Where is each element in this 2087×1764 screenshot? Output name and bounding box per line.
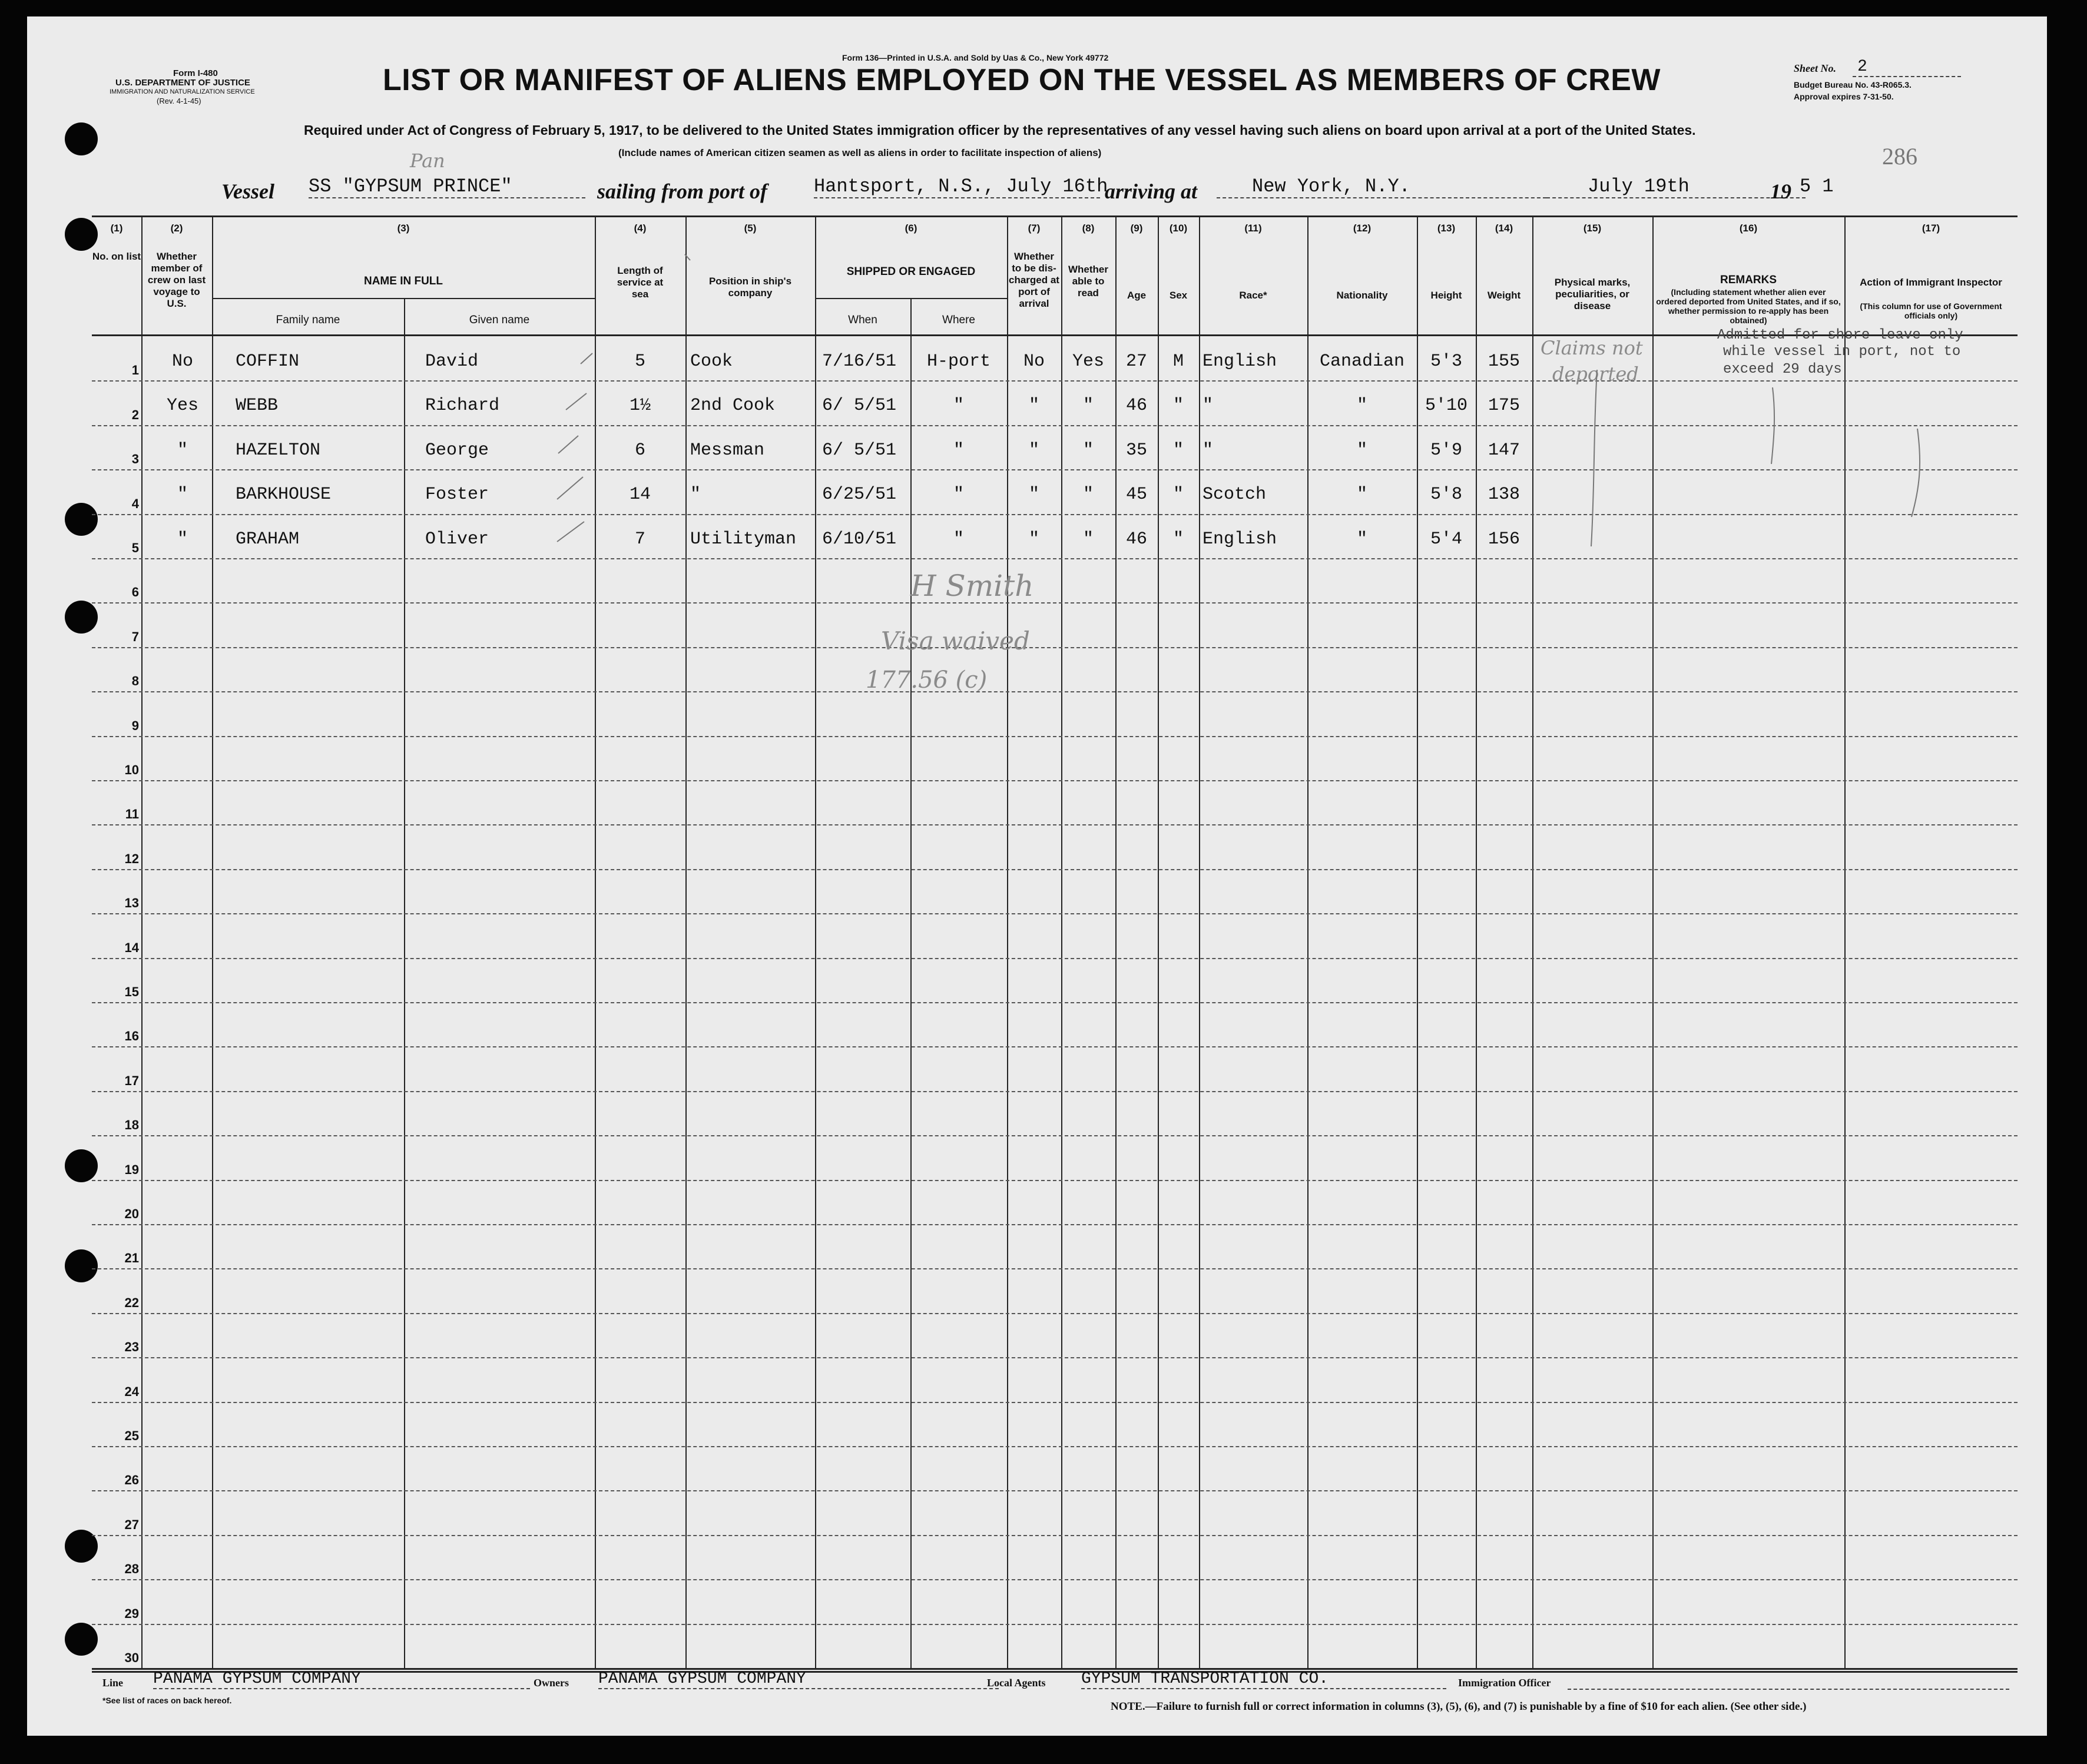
subheader-where: Where: [942, 314, 975, 326]
crew-position-cell: Cook: [690, 352, 733, 372]
pencil-line: [1912, 429, 1920, 517]
year-suffix: 5 1: [1800, 175, 1834, 197]
col-num: (7): [1028, 223, 1041, 234]
crew-given-cell: Richard: [425, 396, 500, 416]
crew-discharge-cell: ": [1028, 529, 1039, 549]
row-number: 20: [124, 1206, 139, 1221]
row-number: 23: [124, 1339, 139, 1355]
row-number: 14: [124, 940, 139, 955]
crew-prev-cell: ": [177, 529, 188, 549]
crew-position-cell: Messman: [690, 440, 765, 460]
crew-when-cell: 7/16/51: [822, 352, 897, 372]
crew-when-cell: 6/25/51: [822, 485, 897, 505]
crew-discharge-cell: ": [1028, 485, 1039, 505]
crew-race-cell: ": [1202, 440, 1214, 460]
crew-race-cell: English: [1202, 529, 1277, 549]
crew-weight-cell: 155: [1488, 352, 1520, 372]
row-number: 9: [131, 718, 139, 733]
row-number: 27: [124, 1517, 139, 1532]
col-header-nationality: Nationality: [1336, 290, 1388, 301]
row-number: 30: [124, 1650, 139, 1665]
officer-signature-field: [1568, 1670, 2009, 1690]
crew-discharge-cell: ": [1028, 440, 1039, 460]
crew-position-cell: 2nd Cook: [690, 396, 776, 416]
crew-height-cell: 5'10: [1425, 396, 1467, 416]
arrival-date: July 19th: [1546, 175, 1806, 198]
col-num: (8): [1082, 223, 1095, 234]
row-number: 25: [124, 1428, 139, 1443]
crew-nationality-cell: ": [1356, 529, 1367, 549]
subheader-remarks-note: (Including statement whether alien ever ordered deported from United States, and if so, whether permission to re-apply has been obtained): [1656, 287, 1841, 325]
row-number: 13: [124, 896, 139, 911]
races-footnote: *See list of races on back hereof.: [102, 1696, 232, 1705]
sailing-from: Hantsport, N.S., July 16th: [814, 175, 1108, 197]
crew-prev-cell: Yes: [166, 396, 198, 416]
col-num: (1): [110, 223, 123, 234]
crew-sex-cell: M: [1172, 352, 1184, 372]
check-mark: [566, 393, 587, 410]
check-mark: [558, 436, 578, 453]
col-num: (12): [1353, 223, 1372, 234]
subtitle-note: (Include names of American citizen seamen as well as aliens in order to facilitate inspection of aliens): [618, 147, 1102, 158]
crew-given-cell: George: [425, 440, 489, 460]
handwritten-marks-note: deported: [1552, 363, 1639, 385]
officer-label: Immigration Officer: [1458, 1677, 1551, 1689]
crew-read-cell: ": [1082, 440, 1094, 460]
line-value: PANAMA GYPSUM COMPANY: [153, 1670, 530, 1689]
col-header-position: Position in ship's company: [708, 276, 792, 299]
pencil-line: [1771, 387, 1774, 464]
row-number: 15: [124, 984, 139, 999]
agents-label: Local Agents: [987, 1677, 1046, 1689]
crew-discharge-cell: ": [1028, 396, 1039, 416]
pencil-tick: [685, 254, 690, 260]
crew-family-cell: GRAHAM: [236, 529, 300, 549]
col-header-height: Height: [1430, 290, 1462, 301]
remarks-text-line: while vessel in port, not to: [1723, 344, 1961, 360]
crew-service-cell: 6: [634, 440, 645, 460]
crew-age-cell: 27: [1125, 352, 1147, 372]
crew-prev-cell: ": [177, 485, 188, 505]
check-mark: [557, 477, 583, 499]
col-num: (16): [1739, 223, 1758, 234]
crew-height-cell: 5'8: [1430, 485, 1462, 505]
crew-family-cell: HAZELTON: [236, 440, 321, 460]
row-number: 2: [131, 407, 139, 422]
col-num: (9): [1130, 223, 1143, 234]
row-number: 3: [131, 452, 139, 467]
col-num: (17): [1922, 223, 1940, 234]
crew-prev-cell: ": [177, 440, 188, 460]
crew-race-cell: English: [1202, 352, 1277, 372]
crew-read-cell: ": [1082, 485, 1094, 505]
page-title: LIST OR MANIFEST OF ALIENS EMPLOYED ON THE VESSEL AS MEMBERS OF CREW: [383, 63, 1661, 97]
crew-race-cell: ": [1202, 396, 1214, 416]
col-header-shipped: SHIPPED OR ENGAGED: [846, 266, 976, 278]
crew-when-cell: 6/10/51: [822, 529, 897, 549]
remarks-text-line: Admitted for shore leave only: [1717, 327, 1963, 343]
row-number: 5: [131, 541, 139, 555]
crew-when-cell: 6/ 5/51: [822, 440, 897, 460]
row-number: 18: [124, 1118, 139, 1133]
crew-where-cell: ": [953, 440, 964, 460]
handwritten-note: 177.56 (c): [866, 667, 988, 694]
form-number: Form I-480: [173, 68, 218, 78]
row-number: 17: [124, 1073, 139, 1088]
row-number: 24: [124, 1384, 139, 1399]
crew-height-cell: 5'9: [1430, 440, 1462, 460]
crew-given-cell: Foster: [425, 485, 489, 505]
crew-age-cell: 46: [1125, 396, 1147, 416]
crew-family-cell: BARKHOUSE: [236, 485, 332, 505]
sheet-label: Sheet No.: [1794, 62, 1836, 74]
agents-value: GYPSUM TRANSPORTATION CO.: [1081, 1670, 1446, 1689]
col-header-read: Whether able to read: [1068, 264, 1108, 299]
revision: (Rev. 4-1-45): [157, 97, 201, 105]
col-header-action: Action of Immigrant Inspector: [1860, 277, 2002, 288]
col-num: (2): [170, 223, 183, 234]
col-num: (15): [1583, 223, 1602, 234]
col-header-name: NAME IN FULL: [363, 275, 443, 287]
crew-weight-cell: 175: [1488, 396, 1520, 416]
col-num: (6): [905, 223, 917, 234]
crew-when-cell: 6/ 5/51: [822, 396, 897, 416]
crew-nationality-cell: ": [1356, 440, 1367, 460]
crew-age-cell: 46: [1125, 529, 1147, 549]
crew-where-cell: H-port: [926, 352, 991, 372]
sailing-label: sailing from port of: [597, 180, 768, 203]
crew-race-cell: Scotch: [1202, 485, 1267, 505]
col-header-weight: Weight: [1487, 290, 1521, 301]
row-number: 22: [124, 1295, 139, 1310]
budget-number: Budget Bureau No. 43-R065.3.: [1794, 80, 1912, 89]
crew-height-cell: 5'3: [1430, 352, 1462, 372]
row-number: 1: [131, 363, 139, 378]
col-num: (3): [397, 223, 410, 234]
crew-read-cell: ": [1082, 396, 1094, 416]
col-header-race: Race*: [1239, 290, 1267, 301]
crew-where-cell: ": [953, 529, 964, 549]
department: U.S. DEPARTMENT OF JUSTICE: [115, 78, 250, 88]
row-number: 4: [131, 496, 139, 511]
crew-given-cell: Oliver: [425, 529, 489, 549]
crew-nationality-cell: ": [1356, 396, 1367, 416]
row-number: 7: [131, 629, 139, 644]
row-number: 29: [124, 1606, 139, 1621]
crew-service-cell: 7: [634, 529, 645, 549]
crew-where-cell: ": [953, 396, 964, 416]
crew-service-cell: 1½: [629, 396, 651, 416]
crew-read-cell: Yes: [1072, 352, 1104, 372]
vessel-name: SS "GYPSUM PRINCE": [309, 175, 585, 198]
subheader-action-note: (This column for use of Government officials only): [1860, 301, 2002, 320]
sheet-number: 2: [1853, 58, 1961, 77]
crew-nationality-cell: Canadian: [1319, 352, 1405, 372]
crew-discharge-cell: No: [1023, 352, 1045, 372]
row-number: 26: [124, 1473, 139, 1488]
owners-label: Owners: [534, 1677, 569, 1689]
col-num: (14): [1495, 223, 1513, 234]
check-mark: [557, 522, 584, 542]
handwritten-signature: H Smith: [910, 569, 1034, 603]
crew-age-cell: 45: [1125, 485, 1147, 505]
arriving-at: New York, N.Y.: [1217, 175, 1546, 198]
row-number: 6: [131, 585, 139, 600]
col-header-remarks: REMARKS: [1720, 274, 1777, 286]
col-header-discharge: Whether to be dis-charged at port of arrival: [1009, 251, 1059, 309]
subheader-when: When: [848, 314, 877, 326]
manifest-sheet: [27, 16, 2047, 1736]
row-number: 19: [124, 1162, 139, 1177]
col-num: (13): [1437, 223, 1456, 234]
service-name: IMMIGRATION AND NATURALIZATION SERVICE: [110, 88, 255, 95]
arriving-label: arriving at: [1105, 180, 1198, 203]
crew-nationality-cell: ": [1356, 485, 1367, 505]
crew-weight-cell: 156: [1488, 529, 1520, 549]
col-num: (5): [744, 223, 757, 234]
row-number: 10: [124, 762, 139, 777]
col-num: (4): [634, 223, 647, 234]
col-header-physical-marks: Physical marks, peculiarities, or disease: [1554, 277, 1631, 311]
row-number: 21: [124, 1251, 139, 1266]
approval-date: Approval expires 7-31-50.: [1794, 92, 1894, 101]
crew-family-cell: WEBB: [236, 396, 279, 416]
subheader-given-name: Given name: [469, 314, 530, 326]
crew-sex-cell: ": [1172, 440, 1184, 460]
col-header-no: No. on list: [92, 251, 141, 262]
line-label: Line: [102, 1677, 124, 1689]
stamp-number: 286: [1882, 143, 1917, 170]
crew-position-cell: ": [690, 485, 701, 505]
crew-sex-cell: ": [1172, 529, 1184, 549]
crew-age-cell: 35: [1125, 440, 1147, 460]
owners-value: PANAMA GYPSUM COMPANY: [598, 1670, 999, 1689]
pencil-line: [1591, 370, 1597, 546]
crew-service-cell: 5: [634, 352, 645, 372]
penalty-note: NOTE.—Failure to furnish full or correct information in columns (3), (5), (6), and (7) is punishable by a fine of $10 for each alien. (See other side.): [1111, 1700, 1807, 1713]
remarks-text-line: exceed 29 days: [1723, 362, 1842, 377]
subheader-family-name: Family name: [276, 314, 340, 326]
col-header-age: Age: [1127, 290, 1147, 301]
crew-sex-cell: ": [1172, 396, 1184, 416]
pencil-marks: [27, 16, 2047, 1736]
crew-weight-cell: 147: [1488, 440, 1520, 460]
row-number: 16: [124, 1029, 139, 1044]
col-num: (11): [1244, 223, 1262, 234]
crew-prev-cell: No: [171, 352, 193, 372]
row-number: 12: [124, 851, 139, 866]
vessel-handwritten-note: Pan: [410, 150, 445, 172]
col-header-service: Length of service at sea: [617, 265, 664, 300]
row-number: 8: [131, 674, 139, 689]
crew-family-cell: COFFIN: [236, 352, 300, 372]
handwritten-marks-note: Claims not: [1541, 337, 1643, 359]
vessel-label: Vessel: [221, 180, 274, 203]
check-mark: [581, 353, 592, 364]
col-header-sex: Sex: [1169, 290, 1188, 301]
subtitle: Required under Act of Congress of February 5, 1917, to be delivered to the United States immigration officer by the representatives of any vessel having such aliens on board upon arrival at a port of the United States.: [304, 122, 1696, 138]
crew-position-cell: Utilityman: [690, 529, 797, 549]
col-header-prev-voyage: Whether member of crew on last voyage to U.S.: [147, 251, 206, 309]
crew-sex-cell: ": [1172, 485, 1184, 505]
crew-weight-cell: 138: [1488, 485, 1520, 505]
crew-service-cell: 14: [629, 485, 651, 505]
year-prefix: 19: [1770, 180, 1791, 203]
row-number: 28: [124, 1561, 139, 1577]
handwritten-note: Visa waived: [881, 626, 1030, 655]
crew-where-cell: ": [953, 485, 964, 505]
row-number: 11: [125, 807, 139, 822]
printer-line: Form 136—Printed in U.S.A. and Sold by Uas & Co., New York 49772: [842, 53, 1109, 62]
crew-height-cell: 5'4: [1430, 529, 1462, 549]
crew-read-cell: ": [1082, 529, 1094, 549]
crew-given-cell: David: [425, 352, 479, 372]
col-num: (10): [1169, 223, 1188, 234]
